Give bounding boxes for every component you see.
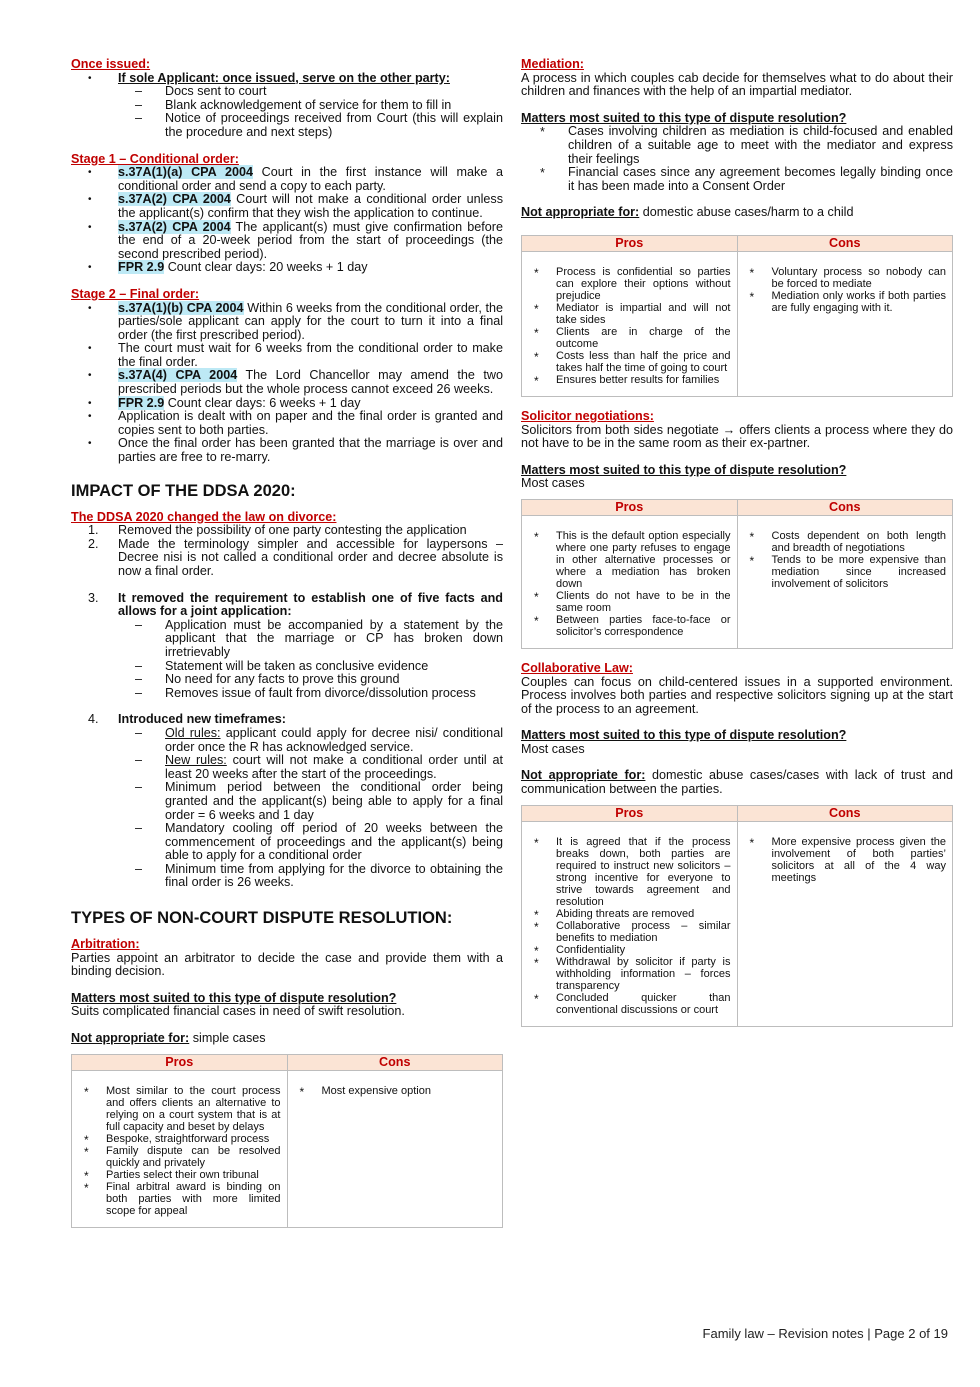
solicitor-matters-label: Matters most suited to this type of dispute resolution? [521, 462, 847, 477]
list-item: – Mandatory cooling off period of 20 weeks between the commencement of proceedings and the applicant(s) being able to apply for a conditional order [71, 822, 503, 863]
not-appropriate-label: Not appropriate for: [521, 768, 646, 783]
arbitration-matters: Suits complicated financial cases in need of swift resolution. [71, 1004, 405, 1019]
right-column [521, 58, 953, 1027]
statute-ref: s.37A(1)(a) CPA 2004 [118, 165, 253, 180]
list-item: * Concluded quicker than conventional discussions or court [530, 992, 731, 1016]
impact-title: IMPACT OF THE DDSA 2020: [71, 481, 296, 500]
arbitration-desc: Parties appoint an arbitrator to decide the case and provide them with a binding decision. [71, 950, 503, 979]
list-item: * Family dispute can be resolved quickly and privately [80, 1145, 281, 1169]
solicitor-matters: Most cases [521, 476, 585, 491]
mediation-heading: Mediation: [521, 57, 584, 71]
solicitor-pros-cons-table [521, 499, 953, 649]
item-text: court will not make a conditional order until at least 20 weeks after the start of the proceedings. [165, 753, 503, 781]
cons-cell [287, 1070, 503, 1227]
collaborative-pros-cons-table [521, 805, 953, 1027]
list-item: – Application must be accompanied by a statement by the applicant that the marriage or CP has broken down irretrievably [71, 619, 503, 660]
statute-ref: FPR 2.9 [118, 395, 165, 410]
not-appropriate-text: simple cases [189, 1031, 266, 1046]
list-item [71, 261, 503, 275]
cons-header: Cons [737, 499, 953, 515]
mediation-desc: A process in which couples cab decide for themselves what to do about their children and finances with the help of an impartial mediator. [521, 70, 953, 99]
list-item: – Statement will be taken as conclusive evidence [71, 660, 503, 674]
list-item: * This is the default option especially where one party refuses to engage in other alternative processes or where a mediation has broken down [530, 530, 731, 590]
item-text: It removed the requirement to establish one of five facts and allows for a joint application: [118, 590, 503, 619]
cons-header: Cons [737, 805, 953, 821]
item-text: The Lord Chancellor may amend the two prescribed periods but the whole process cannot exceed 26 weeks. [118, 368, 503, 397]
pros-header: Pros [522, 805, 738, 821]
collaborative-matters: Most cases [521, 741, 585, 756]
solicitor-heading: Solicitor negotiations: [521, 408, 654, 423]
cons-header: Cons [737, 235, 953, 251]
item-text: Removed the possibility of one party contesting the application [118, 523, 467, 538]
sole-applicant-text: If sole Applicant: once issued, serve on the other party: [118, 70, 450, 85]
collaborative-desc: Couples can focus on child-centered issues in a supported environment. Process involves both parties and respective solicitors signing up at the start of the process to an agreement. [521, 674, 953, 716]
item-text: Count clear days: 20 weeks + 1 day [164, 260, 368, 275]
list-item [71, 437, 503, 464]
pros-header: Pros [522, 499, 738, 515]
stage2-heading: Stage 2 – Final order: [71, 286, 200, 301]
collaborative-not-appropriate [521, 769, 953, 796]
item-text: Count clear days: 6 weeks + 1 day [164, 395, 361, 410]
list-item [71, 302, 503, 343]
not-appropriate-label: Not appropriate for: [521, 205, 640, 220]
not-appropriate-label: Not appropriate for: [71, 1031, 190, 1046]
item-text: The applicant(s) must give confirmation before the end of a 20-week period from the start of proceedings (the second prescribed period). [118, 219, 504, 261]
item-text: applicant could apply for decree nisi/ conditional order once the R has acknowledged service. [165, 725, 503, 754]
stage2-list [71, 302, 503, 465]
list-item: * Mediator is impartial and will not take sides [530, 302, 731, 326]
arbitration-matters-label: Matters most suited to this type of dispute resolution? [71, 990, 397, 1005]
list-item [71, 754, 503, 781]
stage1-heading: Stage 1 – Conditional order: [71, 151, 239, 166]
pros-cell [522, 515, 738, 648]
list-item: * Voluntary process so nobody can be forced to mediate [746, 266, 947, 290]
list-item: – Minimum period between the conditional order being granted and the applicant(s) being able to apply for a final order = 6 weeks and 1 day [71, 781, 503, 822]
list-item: – No need for any facts to prove this ground [71, 673, 503, 687]
list-item [71, 342, 503, 369]
list-item: * Mediation only works if both parties are fully engaging with it. [746, 290, 947, 314]
list-item: * Process is confidential so parties can explore their options without prejudice [530, 266, 731, 302]
mediation-matters-list [521, 125, 953, 193]
new-rules-label: New rules: [165, 753, 227, 768]
statute-ref: FPR 2.9 [118, 260, 165, 275]
item-text: Court will not make a conditional order unless the applicant(s) confirm that they wish the application to continue. [118, 192, 503, 220]
statute-ref: s.37A(2) CPA 2004 [118, 192, 231, 207]
once-issued-dash-list [71, 85, 503, 139]
item-text: Introduced new timeframes: [118, 712, 286, 727]
list-item: * Most similar to the court process and offers clients an alternative to relying on a court system that is at full capacity and beset by delays [80, 1085, 281, 1133]
list-item [71, 221, 503, 262]
statute-ref: s.37A(1)(b) CPA 2004 [118, 300, 244, 315]
list-item: – Blank acknowledgement of service for them to fill in [71, 99, 503, 113]
list-item: – Minimum time from applying for the divorce to obtaining the final order is 26 weeks. [71, 863, 503, 890]
types-title: TYPES OF NON-COURT DISPUTE RESOLUTION: [71, 909, 453, 928]
list-item: * Ensures better results for families [530, 374, 731, 386]
list-item: * Abiding threats are removed [530, 908, 731, 920]
statute-ref: s.37A(4) CPA 2004 [118, 368, 238, 383]
list-item: 4. Introduced new timeframes: – Old rules: applicant could apply for decree nisi/ conditional order once the R has acknowledged service. – New rules: court will not make a conditional order until at least 20 weeks after the start of the proceedings. – Minimum period between the conditional order being granted and the applicant(s) being able to apply for a final order = 6 weeks and 1 day – Mandatory cooling off period of 20 weeks between the commencement of proceedings and the applicant(s) being able to apply for a conditional order – Minimum time from applying for the divorce to obtaining the final order is 26 weeks. [71, 713, 503, 890]
cons-header: Cons [287, 1054, 503, 1070]
left-column [71, 58, 503, 1228]
arbitration-pros-cons-table [71, 1054, 503, 1228]
list-item: * Parties select their own tribunal [80, 1169, 281, 1181]
impact-dash-list-4 [71, 727, 503, 890]
list-item: * Most expensive option [296, 1085, 497, 1097]
list-item: 2. Made the terminology simpler and accessible for laypersons – Decree nisi is not called a conditional order and decree absolute is now a final order. [88, 536, 503, 578]
list-item: * Confidentiality [530, 944, 731, 956]
mediation-pros-cons-table [521, 235, 953, 397]
item-text: Court in the first instance will make a conditional order and send a copy to each party. [118, 165, 504, 193]
statute-ref: s.37A(2) CPA 2004 [118, 219, 231, 234]
pros-header: Pros [522, 235, 738, 251]
list-item [71, 727, 503, 754]
page-footer: Family law – Revision notes | Page 2 of 19 [702, 1326, 948, 1341]
list-item [71, 166, 503, 193]
list-item [71, 397, 503, 411]
cons-cell [737, 251, 953, 396]
stage1-list [71, 166, 503, 275]
arbitration-not-appropriate [71, 1032, 503, 1046]
list-item: * Final arbitral award is binding on both parties with more limited scope for appeal [80, 1181, 281, 1217]
list-item [71, 72, 503, 140]
list-item: * Cases involving children as mediation is child-focused and enabled children of a suitable age to meet with the mediator and express their feelings [521, 125, 953, 166]
item-text: Application is dealt with on paper and the final order is granted and copies sent to both parties. [118, 409, 503, 437]
not-appropriate-text: domestic abuse cases/cases with lack of trust and communication between the parties. [521, 768, 953, 797]
list-item: 1. Removed the possibility of one party contesting the application [88, 523, 467, 538]
list-item: * Collaborative process – similar benefits to mediation [530, 920, 731, 944]
item-text: Made the terminology simpler and accessible for laypersons – Decree nisi is not called a conditional order and decree absolute is now a final order. [118, 536, 503, 578]
impact-heading: The DDSA 2020 changed the law on divorce: [71, 509, 337, 524]
impact-dash-list-3 [71, 619, 503, 701]
item-text: The court must wait for 6 weeks from the conditional order to make the final order. [118, 341, 503, 369]
pros-header: Pros [72, 1054, 288, 1070]
list-item [71, 410, 503, 437]
list-item: * Bespoke, straightforward process [80, 1133, 281, 1145]
mediation-not-appropriate [521, 206, 953, 220]
impact-list [71, 524, 503, 890]
solicitor-desc: Solicitors from both sides negotiate → offers clients a process where they do not have to be in the same room as their ex-partner. [521, 422, 953, 451]
arbitration-heading: Arbitration: [71, 937, 140, 952]
item-text: Once the final order has been granted that the marriage is over and parties are free to re-marry. [118, 436, 503, 465]
collaborative-heading: Collaborative Law: [521, 660, 633, 675]
old-rules-label: Old rules: [165, 725, 221, 740]
list-item: * Costs dependent on both length and breadth of negotiations [746, 530, 947, 554]
collaborative-matters-label: Matters most suited to this type of dispute resolution? [521, 728, 847, 743]
list-item: * More expensive process given the involvement of both parties’ solicitors at all of the 4 way meetings [746, 836, 947, 884]
list-item: * Financial cases since any agreement becomes legally binding once it has been made into a Consent Order [521, 166, 953, 193]
pros-cell [522, 821, 738, 1026]
list-item: – Docs sent to court [71, 85, 503, 99]
list-item: – Notice of proceedings received from Court (this will explain the procedure and next steps) [71, 112, 503, 139]
list-item: * Withdrawal by solicitor if party is withholding information – forces transparency [530, 956, 731, 992]
once-issued-heading: Once issued: [71, 57, 151, 71]
list-item: * Costs less than half the price and takes half the time of going to court [530, 350, 731, 374]
pros-cell [72, 1070, 288, 1227]
list-item: 3. It removed the requirement to establish one of five facts and allows for a joint application: – Application must be accompanied by a statement by the applicant that the marriage or CP has broken down irretrievably – Statement will be taken as conclusive evidence – No need for any facts to prove this ground – Removes issue of fault from divorce/dissolution process [71, 592, 503, 701]
cons-cell [737, 821, 953, 1026]
list-item: – Removes issue of fault from divorce/dissolution process [71, 687, 503, 701]
list-item: * Between parties face-to-face or solicitor’s correspondence [530, 614, 731, 638]
not-appropriate-text: domestic abuse cases/harm to a child [639, 205, 854, 220]
list-item [71, 193, 503, 220]
list-item [71, 369, 503, 396]
list-item: * Clients are in charge of the outcome [530, 326, 731, 350]
list-item: * It is agreed that if the process breaks down, both parties are required to instruct new solicitors – strong incentive for everyone to strive towards agreement and resolution [530, 836, 731, 908]
cons-cell [737, 515, 953, 648]
once-issued-list [71, 72, 503, 140]
item-text: Within 6 weeks from the conditional order, the parties/sole applicant can apply for the court to turn it into a final order (the first prescribed period). [118, 300, 503, 342]
list-item: * Clients do not have to be in the same room [530, 590, 731, 614]
list-item: * Tends to be more expensive than mediation since increased involvement of solicitors [746, 554, 947, 590]
pros-cell [522, 251, 738, 396]
mediation-matters-label: Matters most suited to this type of dispute resolution? [521, 110, 847, 125]
